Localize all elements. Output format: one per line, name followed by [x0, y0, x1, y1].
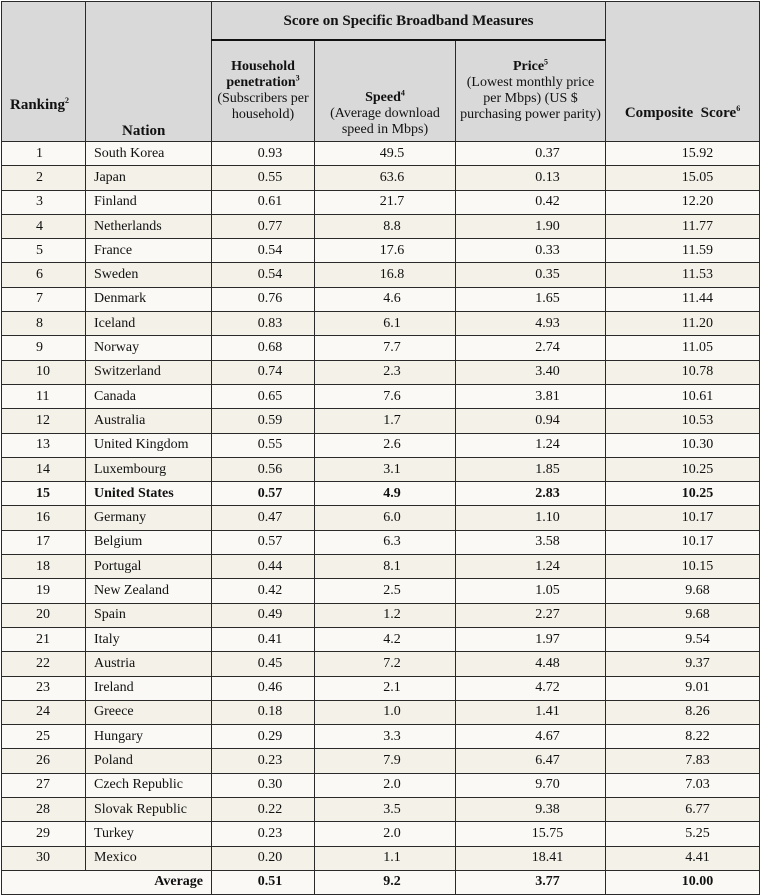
price-cell: 6.47: [456, 749, 606, 773]
speed-cell: 2.5: [315, 579, 456, 603]
table-row: [2, 627, 760, 651]
speed-cell: 7.2: [315, 652, 456, 676]
household-cell: 0.68: [212, 336, 315, 360]
average-composite: 10.00: [606, 870, 760, 894]
price-cell: 0.42: [456, 190, 606, 214]
household-cell: 0.56: [212, 457, 315, 481]
rank-cell: 26: [2, 749, 86, 773]
household-cell: 0.93: [212, 142, 315, 166]
rank-cell: 29: [2, 822, 86, 846]
nation-header: Nation: [86, 2, 212, 142]
price-cell: 18.41: [456, 846, 606, 870]
table-row: [2, 457, 760, 481]
nation-cell: Turkey: [86, 822, 212, 846]
household-cell: 0.74: [212, 360, 315, 384]
speed-cell: 7.7: [315, 336, 456, 360]
table-row: [2, 336, 760, 360]
speed-cell: 4.2: [315, 627, 456, 651]
nation-cell: Portugal: [86, 555, 212, 579]
price-cell: 3.40: [456, 360, 606, 384]
table-header: [2, 2, 760, 142]
household-cell: 0.42: [212, 579, 315, 603]
composite-cell: 10.78: [606, 360, 760, 384]
average-speed: 9.2: [315, 870, 456, 894]
household-cell: 0.20: [212, 846, 315, 870]
price-header: Price$^5$ (Lowest monthly price per Mbps) (US $ purchasing power parity): [456, 40, 606, 142]
composite-cell: 7.03: [606, 773, 760, 797]
price-cell: 1.65: [456, 287, 606, 311]
composite-cell: 9.54: [606, 627, 760, 651]
rank-cell: 22: [2, 652, 86, 676]
average-label: Average: [2, 870, 212, 894]
table-row: [2, 482, 760, 506]
household-cell: 0.29: [212, 725, 315, 749]
rank-cell: 14: [2, 457, 86, 481]
composite-cell: 5.25: [606, 822, 760, 846]
speed-cell: 4.9: [315, 482, 456, 506]
household-cell: 0.55: [212, 433, 315, 457]
composite-cell: 9.68: [606, 579, 760, 603]
composite-cell: 10.17: [606, 506, 760, 530]
household-cell: 0.76: [212, 287, 315, 311]
nation-cell: Canada: [86, 384, 212, 408]
speed-cell: 1.7: [315, 409, 456, 433]
speed-cell: 6.1: [315, 312, 456, 336]
price-cell: 1.10: [456, 506, 606, 530]
table-row: [2, 676, 760, 700]
household-cell: 0.23: [212, 822, 315, 846]
price-cell: 4.48: [456, 652, 606, 676]
table-row: [2, 555, 760, 579]
nation-cell: South Korea: [86, 142, 212, 166]
nation-cell: Sweden: [86, 263, 212, 287]
table-row: [2, 652, 760, 676]
composite-cell: 11.59: [606, 239, 760, 263]
price-cell: 4.67: [456, 725, 606, 749]
composite-cell: 8.26: [606, 700, 760, 724]
rank-cell: 18: [2, 555, 86, 579]
composite-cell: 11.05: [606, 336, 760, 360]
table-row: [2, 700, 760, 724]
speed-cell: 6.3: [315, 530, 456, 554]
price-cell: 15.75: [456, 822, 606, 846]
rank-cell: 19: [2, 579, 86, 603]
household-cell: 0.54: [212, 239, 315, 263]
nation-cell: Denmark: [86, 287, 212, 311]
speed-cell: 63.6: [315, 166, 456, 190]
speed-cell: 3.3: [315, 725, 456, 749]
table-row: [2, 190, 760, 214]
nation-cell: Mexico: [86, 846, 212, 870]
household-cell: 0.49: [212, 603, 315, 627]
composite-cell: 8.22: [606, 725, 760, 749]
table-row: [2, 506, 760, 530]
price-cell: 2.27: [456, 603, 606, 627]
rank-cell: 20: [2, 603, 86, 627]
table-row: [2, 312, 760, 336]
price-cell: 2.83: [456, 482, 606, 506]
nation-cell: United Kingdom: [86, 433, 212, 457]
household-cell: 0.55: [212, 166, 315, 190]
price-cell: 0.13: [456, 166, 606, 190]
composite-cell: 12.20: [606, 190, 760, 214]
speed-cell: 17.6: [315, 239, 456, 263]
speed-cell: 3.1: [315, 457, 456, 481]
table-row: [2, 773, 760, 797]
nation-cell: Hungary: [86, 725, 212, 749]
nation-cell: United States: [86, 482, 212, 506]
rank-cell: 8: [2, 312, 86, 336]
composite-cell: 11.77: [606, 214, 760, 238]
price-cell: 4.72: [456, 676, 606, 700]
price-cell: 1.97: [456, 627, 606, 651]
table-row: [2, 846, 760, 870]
price-cell: 2.74: [456, 336, 606, 360]
household-cell: 0.23: [212, 749, 315, 773]
nation-cell: Norway: [86, 336, 212, 360]
table-row: [2, 798, 760, 822]
price-cell: 1.24: [456, 555, 606, 579]
rank-cell: 5: [2, 239, 86, 263]
rank-cell: 9: [2, 336, 86, 360]
nation-cell: Poland: [86, 749, 212, 773]
price-cell: 0.37: [456, 142, 606, 166]
rank-cell: 11: [2, 384, 86, 408]
price-cell: 1.24: [456, 433, 606, 457]
speed-cell: 6.0: [315, 506, 456, 530]
nation-cell: Japan: [86, 166, 212, 190]
rank-cell: 24: [2, 700, 86, 724]
composite-cell: 4.41: [606, 846, 760, 870]
table-row: [2, 433, 760, 457]
household-cell: 0.83: [212, 312, 315, 336]
rank-cell: 6: [2, 263, 86, 287]
table-row: [2, 287, 760, 311]
rank-cell: 30: [2, 846, 86, 870]
composite-cell: 9.68: [606, 603, 760, 627]
household-cell: 0.65: [212, 384, 315, 408]
price-cell: 1.41: [456, 700, 606, 724]
rank-cell: 25: [2, 725, 86, 749]
speed-cell: 4.6: [315, 287, 456, 311]
composite-cell: 10.25: [606, 457, 760, 481]
rank-cell: 15: [2, 482, 86, 506]
rank-cell: 28: [2, 798, 86, 822]
household-cell: 0.77: [212, 214, 315, 238]
price-cell: 3.81: [456, 384, 606, 408]
nation-cell: Italy: [86, 627, 212, 651]
table-row: [2, 530, 760, 554]
composite-cell: 11.44: [606, 287, 760, 311]
composite-cell: 7.83: [606, 749, 760, 773]
speed-cell: 2.6: [315, 433, 456, 457]
household-cell: 0.47: [212, 506, 315, 530]
household-cell: 0.45: [212, 652, 315, 676]
nation-cell: Slovak Republic: [86, 798, 212, 822]
speed-cell: 7.9: [315, 749, 456, 773]
composite-cell: 6.77: [606, 798, 760, 822]
table-row: [2, 360, 760, 384]
rank-cell: 23: [2, 676, 86, 700]
composite-cell: 9.37: [606, 652, 760, 676]
price-cell: 9.70: [456, 773, 606, 797]
price-cell: 0.94: [456, 409, 606, 433]
nation-cell: Netherlands: [86, 214, 212, 238]
average-price: 3.77: [456, 870, 606, 894]
speed-cell: 2.1: [315, 676, 456, 700]
table-row: [2, 384, 760, 408]
household-cell: 0.46: [212, 676, 315, 700]
nation-cell: Belgium: [86, 530, 212, 554]
rank-cell: 4: [2, 214, 86, 238]
speed-cell: 1.2: [315, 603, 456, 627]
speed-cell: 1.0: [315, 700, 456, 724]
speed-cell: 2.3: [315, 360, 456, 384]
price-cell: 9.38: [456, 798, 606, 822]
composite-cell: 9.01: [606, 676, 760, 700]
speed-header: Speed$^4$ (Average download speed in Mbps): [315, 40, 456, 142]
table-row: [2, 239, 760, 263]
household-cell: 0.41: [212, 627, 315, 651]
table-row: [2, 166, 760, 190]
nation-cell: Iceland: [86, 312, 212, 336]
household-cell: 0.30: [212, 773, 315, 797]
composite-score-header: Composite Score$^6$: [606, 2, 760, 142]
average-row: [2, 870, 760, 894]
price-cell: 1.05: [456, 579, 606, 603]
household-cell: 0.59: [212, 409, 315, 433]
nation-cell: Ireland: [86, 676, 212, 700]
composite-cell: 10.53: [606, 409, 760, 433]
nation-cell: Australia: [86, 409, 212, 433]
household-cell: 0.57: [212, 530, 315, 554]
speed-cell: 8.1: [315, 555, 456, 579]
price-cell: 3.58: [456, 530, 606, 554]
household-cell: 0.22: [212, 798, 315, 822]
table-row: [2, 725, 760, 749]
rank-cell: 7: [2, 287, 86, 311]
speed-cell: 7.6: [315, 384, 456, 408]
rank-cell: 10: [2, 360, 86, 384]
table-row: [2, 579, 760, 603]
measures-group-header: Score on Specific Broadband Measures: [212, 2, 606, 41]
rank-cell: 16: [2, 506, 86, 530]
composite-cell: 10.61: [606, 384, 760, 408]
table-body: [2, 142, 760, 871]
composite-cell: 15.92: [606, 142, 760, 166]
rank-cell: 12: [2, 409, 86, 433]
nation-cell: New Zealand: [86, 579, 212, 603]
household-cell: 0.18: [212, 700, 315, 724]
household-cell: 0.57: [212, 482, 315, 506]
broadband-ranking-table: [1, 1, 760, 895]
household-cell: 0.44: [212, 555, 315, 579]
composite-cell: 10.15: [606, 555, 760, 579]
price-cell: 1.90: [456, 214, 606, 238]
rank-cell: 27: [2, 773, 86, 797]
household-cell: 0.61: [212, 190, 315, 214]
ranking-header: Ranking$^2$: [2, 2, 86, 142]
rank-cell: 21: [2, 627, 86, 651]
speed-cell: 21.7: [315, 190, 456, 214]
table-row: [2, 822, 760, 846]
price-cell: 0.33: [456, 239, 606, 263]
price-cell: 1.85: [456, 457, 606, 481]
nation-cell: Czech Republic: [86, 773, 212, 797]
rank-cell: 13: [2, 433, 86, 457]
speed-cell: 8.8: [315, 214, 456, 238]
table-row: [2, 749, 760, 773]
speed-cell: 1.1: [315, 846, 456, 870]
composite-cell: 11.53: [606, 263, 760, 287]
average-household: 0.51: [212, 870, 315, 894]
nation-cell: Luxembourg: [86, 457, 212, 481]
speed-cell: 2.0: [315, 773, 456, 797]
table-row: [2, 603, 760, 627]
table-row: [2, 214, 760, 238]
speed-cell: 49.5: [315, 142, 456, 166]
nation-cell: Austria: [86, 652, 212, 676]
nation-cell: Greece: [86, 700, 212, 724]
rank-cell: 1: [2, 142, 86, 166]
table-row: [2, 409, 760, 433]
table-row: [2, 263, 760, 287]
composite-cell: 15.05: [606, 166, 760, 190]
composite-cell: 10.25: [606, 482, 760, 506]
price-cell: 0.35: [456, 263, 606, 287]
rank-cell: 2: [2, 166, 86, 190]
rank-cell: 3: [2, 190, 86, 214]
nation-cell: France: [86, 239, 212, 263]
nation-cell: Spain: [86, 603, 212, 627]
speed-cell: 2.0: [315, 822, 456, 846]
nation-cell: Finland: [86, 190, 212, 214]
nation-cell: Germany: [86, 506, 212, 530]
composite-cell: 10.30: [606, 433, 760, 457]
composite-cell: 10.17: [606, 530, 760, 554]
rank-cell: 17: [2, 530, 86, 554]
household-penetration-header: Household penetration$^3$ (Subscribers per household): [212, 40, 315, 142]
speed-cell: 3.5: [315, 798, 456, 822]
nation-cell: Switzerland: [86, 360, 212, 384]
composite-cell: 11.20: [606, 312, 760, 336]
table-footer: [2, 870, 760, 894]
speed-cell: 16.8: [315, 263, 456, 287]
household-cell: 0.54: [212, 263, 315, 287]
table-row: [2, 142, 760, 166]
price-cell: 4.93: [456, 312, 606, 336]
